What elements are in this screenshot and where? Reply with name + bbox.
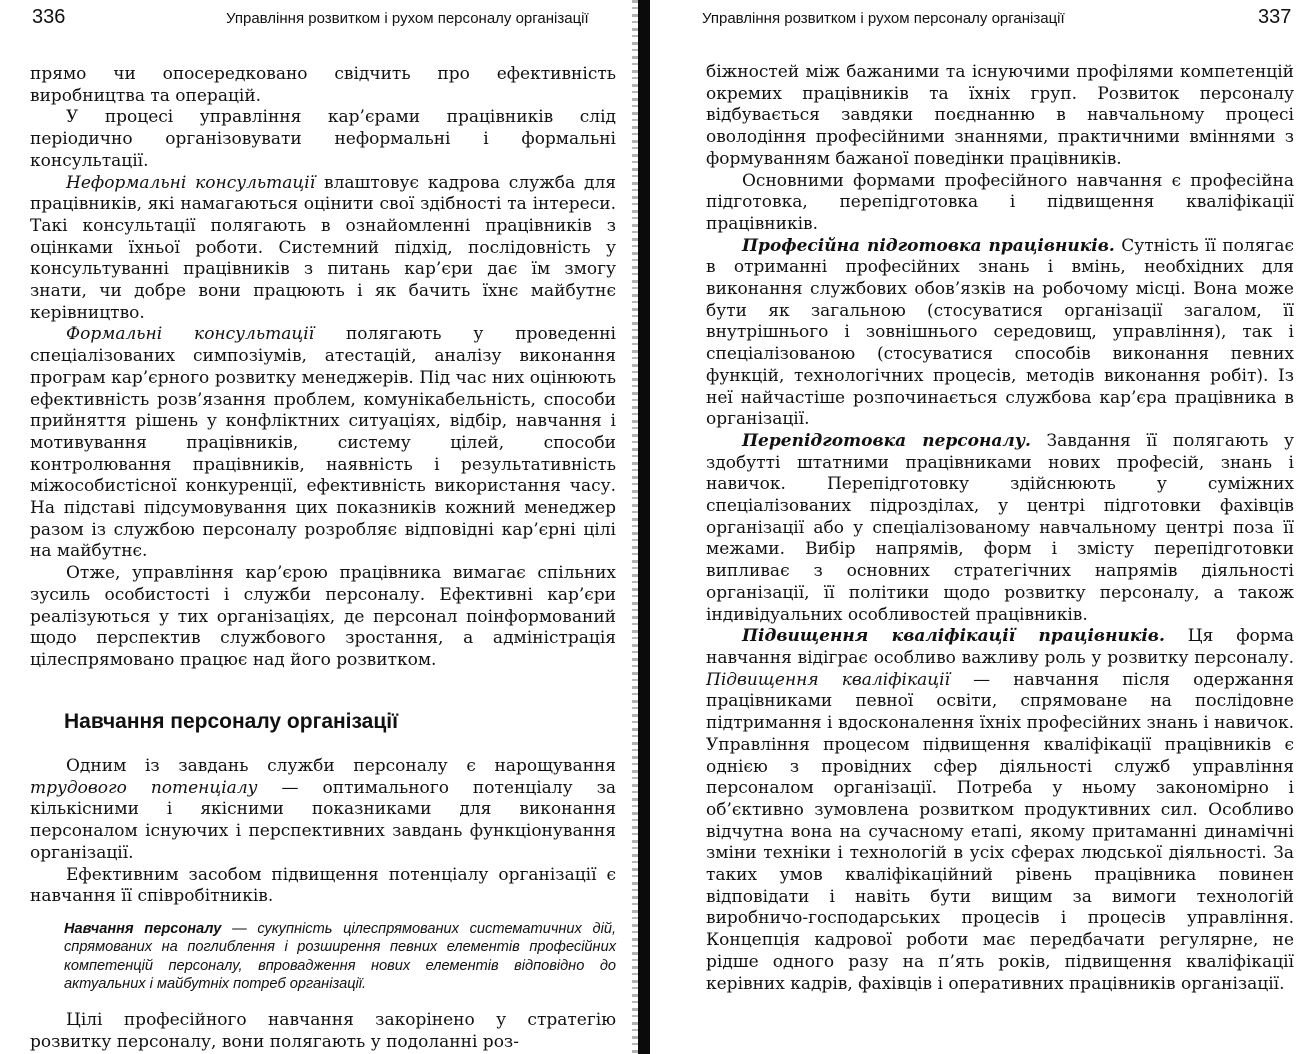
running-head: Управління розвитком і рухом персоналу організації [226, 10, 589, 27]
section-title: Навчання персоналу організації [64, 710, 399, 733]
definition-text: — сукупність цілеспрямованих систематичних дій, спрямованих на поглиблення і розширення певних елементів професійних компетенцій персоналу, впровадження нових елементів відповідно до актуальних і майбутніх потреб організації. [64, 921, 616, 993]
paragraph: Основними формами професійного навчання є професійна підготовка, перепідготовка і підвищення кваліфікації працівників. [706, 170, 1294, 234]
definition-term: Навчання персоналу [64, 921, 222, 937]
term: Підвищення кваліфікації працівників. [742, 626, 1165, 647]
paragraph-text: — оптимального потенціалу за кількісними і якісними показниками для виконання персоналом існуючих і перспективних завдань функціонування організації. [30, 777, 616, 863]
paragraph [706, 431, 1294, 626]
term: Неформальні консультації [66, 172, 316, 193]
definition-box [64, 920, 616, 994]
paragraph-text: влаштовує кадрова служба для працівників, які намагаються оцінити свої здібності та інтереси. Такі консультації полягають в ознайомленні працівників з оцінками їхньої роботи. Системний підхід, послідовність у консультуванні працівників з питань кар’єри дає їм змогу знати, чи добре вони працюють і як бачить їхнє майбутнє керівництво. [30, 172, 616, 323]
paragraph [706, 626, 1294, 995]
term: Формальні консультації [66, 324, 315, 345]
paragraph: Отже, управління кар’єрою працівника вимагає спільних зусиль особистості і служби персоналу. Ефективні кар’єри реалізуються у тих організаціях, де персонал поінформований щодо перспектив службового зростання, а адміністрація цілеспрямовано працює над його розвитком. [30, 563, 616, 670]
paragraph [706, 236, 1294, 431]
paragraph-text: Одним із завдань служби персоналу є нарощування [66, 756, 616, 776]
term: Професійна підготовка працівників. [742, 235, 1115, 256]
running-head: Управління розвитком і рухом персоналу організації [702, 10, 1065, 27]
paragraph-text: Ця форма навчання відіграє особливо важливу роль у розвитку персоналу. [706, 626, 1294, 668]
paragraph [30, 756, 616, 865]
right-body [706, 62, 1294, 995]
paragraph-text: — навчання після одержання працівниками певної освіти, спрямоване на послідовне підтримання і вдосконалення їхніх професійних знань і навичок. Управління процесом підвищення кваліфікації працівників є однією з провідних сфер діяльності служб управління персоналом організації. Потреба у ньому закономірно і об’єктивно зумовлена розвитком продуктивних сил. Особливо відчутна вона на сучасному етапі, якому притаманні динамічні зміни техніки і технологій в усіх сферах людської діяльності. За таких умов кваліфікаційний рівень працівника повинен відповідати і навіть бути вищим за вимоги технологій виробничо-господарських процесів і процесів управління. Концепція кадрової роботи має передбачати регулярне, не рідше одного разу на п’ять років, підвищення кваліфікації керівних кадрів, фахівців і оперативних працівників організації. [706, 669, 1294, 994]
page-number: 336 [32, 6, 66, 28]
paragraph: прямо чи опосередковано свідчить про ефективність виробництва та операцій. [30, 64, 616, 106]
left-body-middle [30, 756, 616, 908]
left-page [0, 0, 640, 1054]
paragraph-text: Завдання її полягають у здобутті штатними працівниками нових професій, знань і навичок. Перепідготовку здійснюють у суміжних спеціалізованих підрозділах, у центрі підготовки фахівців організації або у спеціалізованому навчальному центрі поза її межами. Вибір напрямів, форм і змісту перепідготовки випливає з основних стратегічних напрямів діяльності організації, її політики щодо розвитку персоналу, а також індивідуальних особливостей працівників. [706, 430, 1294, 625]
paragraph [30, 324, 616, 563]
paragraph-text: Сутність її полягає в отриманні професійних знань і вмінь, необхідних для виконання службових обов’язків на робочому місці. Вона може бути як загальною (стосуватися організації загалом, її внутрішнього і зовнішнього середовищ, управління), так і спеціалізованою (стосуватися способів виконання певних функцій, технологічних процесів, методів виконання робіт). Із неї найчастіше розпочинається службова кар’єра працівника в організації. [706, 235, 1294, 430]
term: Перепідготовка персоналу. [742, 430, 1031, 451]
term: трудового потенціалу [30, 777, 258, 798]
paragraph: Цілі професійного навчання закорінено у стратегію розвитку персоналу, вони полягають у подоланні роз- [30, 1010, 616, 1052]
paragraph [30, 173, 616, 325]
term: Підвищення кваліфікації [706, 669, 950, 690]
left-body-top [30, 64, 616, 672]
page-number: 337 [1258, 6, 1292, 28]
paragraph-text: полягають у проведенні спеціалізованих симпозіумів, атестацій, аналізу виконання програм кар’єрного розвитку менеджерів. Під час них оцінюють ефективність розв’язання проблем, комунікабельність, способи прийняття рішень у конфліктних ситуаціях, відбір, навчання і мотивування працівників, систему цілей, способи контролювання працівників, наявність і результативність міжособистісної конкуренції, ефективність використання часу. На підставі підсумовування цих показників кожний менеджер разом із службою персоналу розробляє відповідні кар’єрні цілі на майбутнє. [30, 324, 616, 562]
paragraph: біжностей між бажаними та існуючими профілями компетенцій окремих працівників та їхніх груп. Розвиток персоналу відбувається завдяки поєднанню в навчальному процесі оволодіння професійними знаннями, практичними вміннями з формуванням бажаної поведінки працівників. [706, 62, 1294, 169]
paragraph: Ефективним засобом підвищення потенціалу організації є навчання її співробітників. [30, 864, 616, 907]
paragraph: У процесі управління кар’єрами працівників слід періодично організовувати неформальні і формальні консультації. [30, 107, 616, 171]
left-body-bottom [30, 1010, 616, 1053]
